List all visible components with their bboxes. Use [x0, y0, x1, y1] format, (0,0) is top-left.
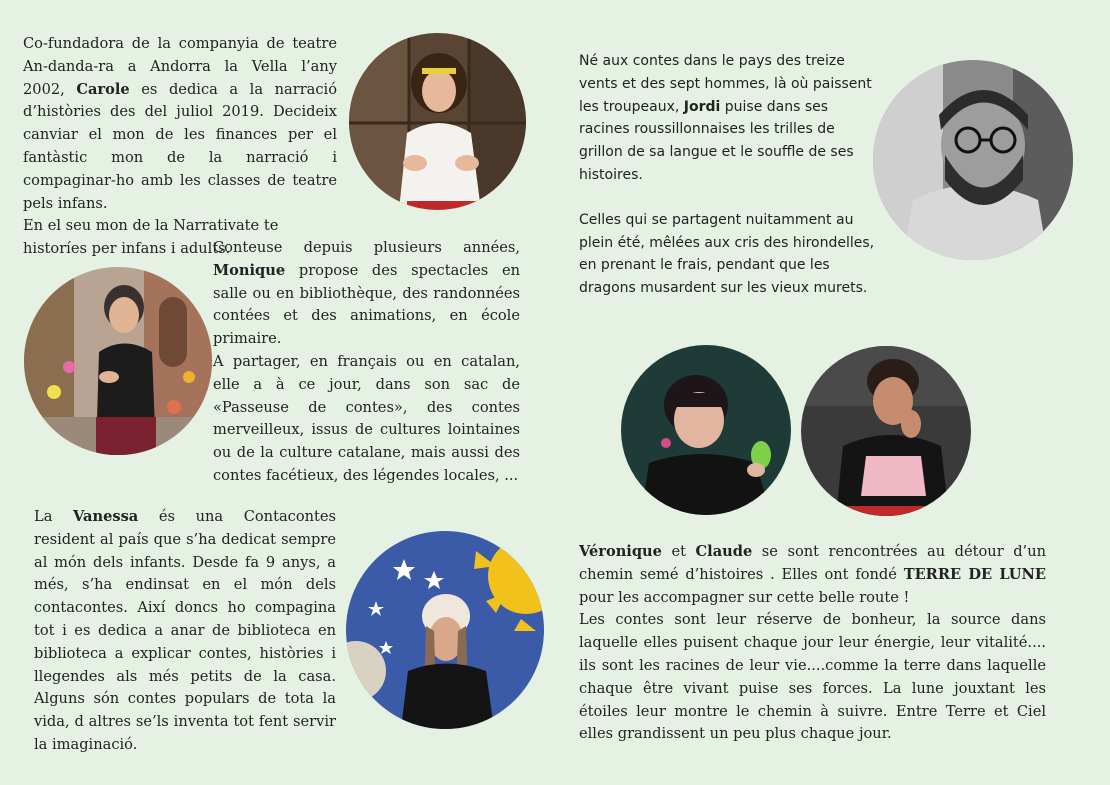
carole-bio-paragraph-2: En el seu mon de la Narrativate te historíes per infans i adults. [23, 217, 279, 258]
vanessa-name: Vanessa [73, 508, 139, 525]
vanessa-photo [346, 531, 544, 729]
carole-photo [349, 33, 526, 210]
monique-name: Monique [213, 261, 286, 279]
monique-bio-paragraph [213, 237, 520, 351]
jordi-text: Né aux contes dans le pays des treize vents et des sept hommes, là où paissent les troupeaux, [579, 53, 872, 115]
terre-text-2: pour les accompagner sur cette belle route ! [579, 588, 910, 606]
monique-bio [213, 237, 520, 488]
carole-bio-paragraph [23, 33, 337, 215]
jordi-bio [579, 50, 879, 300]
jordi-bio-paragraph-2: Celles qui se partagent nuitamment au plein été, mêlées aux cris des hirondelles, en prenant le frais, pendant que les dragons musardent sur les vieux murets. [579, 211, 875, 297]
terre-text-et: et [661, 543, 696, 560]
terre-text: se sont rencontrées au détour d’un chemin semé d’histoires . Elles ont fondé [579, 543, 1046, 583]
jordi-name: Jordi [683, 98, 721, 115]
claude-photo [801, 346, 971, 516]
vanessa-bio-paragraph [34, 506, 336, 757]
terre-de-lune-bio [579, 541, 1046, 746]
claude-name: Claude [695, 543, 753, 560]
vanessa-bio [34, 506, 336, 757]
company-name: TERRE DE LUNE [903, 565, 1046, 583]
monique-text-2: propose des spectacles en salle ou en bibliothèque, des randonnées contées et des animations, en école primaire. [213, 261, 520, 348]
jordi-photo [873, 60, 1073, 260]
monique-photo [24, 267, 212, 455]
vanessa-text: La [34, 508, 74, 525]
carole-text: Co-fundadora de la companyia de teatre An-danda-ra a Andorra la Vella l’any 2002, [23, 35, 337, 98]
carole-text-2: es dedica a la narració d’històries des del juliol 2019. Decideix canviar el mon de les finances per el fantàstic mon de la narració i compaginar-ho amb les classes de teatre pels infans. [23, 80, 337, 212]
carole-name: Carole [76, 80, 130, 98]
veronique-name: Véronique [579, 543, 662, 560]
jordi-bio-paragraph [579, 50, 879, 187]
veronique-photo [621, 345, 791, 515]
monique-text: Conteuse depuis plusieurs années, [213, 239, 520, 256]
carole-bio [23, 33, 337, 261]
terre-de-lune-paragraph-2: Les contes sont leur réserve de bonheur, la source dans laquelle elles puisent chaque jour leur énergie, leur vitalité.... ils sont les racines de leur vie....comme la terre dans laquelle chaque être vivant puise ses forces. La lune jouxtant les étoiles leur montre le chemin à suivre. Entre Terre et Ciel elles grandissent un peu plus chaque jour. [579, 611, 1046, 743]
monique-bio-paragraph-2: A partager, en français ou en catalan, elle a à ce jour, dans son sac de «Passeuse de contes», des contes merveilleux, issus de cultures lointaines ou de la culture catalane, mais aussi des contes facétieux, des légendes locales, ... [213, 352, 520, 484]
terre-de-lune-paragraph [579, 541, 1046, 609]
jordi-text-2: puise dans ses racines roussillonnaises les trilles de grillon de sa langue et le souffle de ses histoires. [579, 98, 854, 183]
vanessa-text-2: és una Contacontes resident al país que s’ha dedicat sempre al món dels infants. Desde fa 9 anys, a més, s’ha endinsat en el món dels contacontes. Així doncs ho compagina tot i es dedica a anar de biblioteca en biblioteca a explicar contes, històries i llegendes als més petits de la casa. Alguns són contes populars de tota la vida, d altres se’ls inventa tot fent servir la imaginació. [34, 508, 336, 753]
